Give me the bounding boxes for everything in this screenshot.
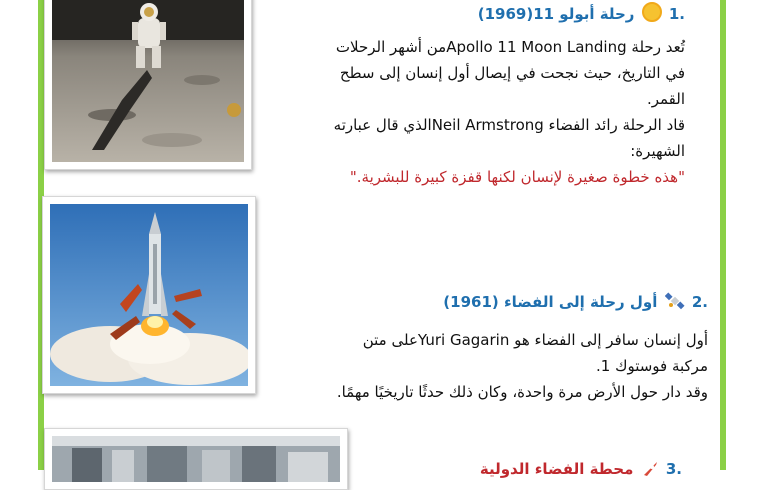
section1-number: .1 [668,5,685,23]
section1-line-3: القمر. [646,90,685,108]
section2-line-3: وقد دار حول الأرض مرة واحدة، وكان ذلك حدثًا تاريخيًا مهمًا. [336,383,708,401]
armstrong-quote: "هذه خطوة صغيرة لإنسان لكنها قفزة كبيرة للبشرية." [349,168,685,186]
section1-paragraph [265,34,685,190]
section3-heading [480,460,682,482]
section1-line-5: الشهيرة: [630,142,685,160]
sun-icon [642,2,662,22]
section3-title: محطة الفضاء الدولية [479,460,634,478]
section1-line-4: قاد الرحلة رائد الفضاء Neil Armstrongالذي قال عبارته [333,116,685,134]
space-station-image [52,436,340,482]
section2-title: أول رحلة إلى الفضاء (1961) [443,293,658,311]
section1-line-1: تُعد رحلة Apollo 11 Moon Landingمن أشهر الرحلات [335,38,685,56]
rocket-launch-photo [42,196,256,394]
right-border-bar [720,0,726,470]
section1-heading [478,2,685,23]
moon-landing-photo [44,0,252,170]
rocket-launch-image [50,204,248,386]
satellite-icon [665,291,685,315]
section2-paragraph [268,327,708,405]
section3-number: .3 [665,460,682,478]
section1-line-2: في التاريخ، حيث نجحت في إيصال أول إنسان إلى سطح [339,64,685,82]
section1-title: رحلة أبولو 11(1969) [477,5,635,23]
section2-heading [443,291,708,315]
space-station-photo [44,428,348,490]
rocket-icon [641,460,659,482]
moon-landing-image [52,0,244,162]
section2-line-2: مركبة فوستوك 1. [595,357,708,375]
section2-number: .2 [691,293,708,311]
section2-line-1: أول إنسان سافر إلى الفضاء هو Yuri Gagarinعلى متن [362,331,708,349]
